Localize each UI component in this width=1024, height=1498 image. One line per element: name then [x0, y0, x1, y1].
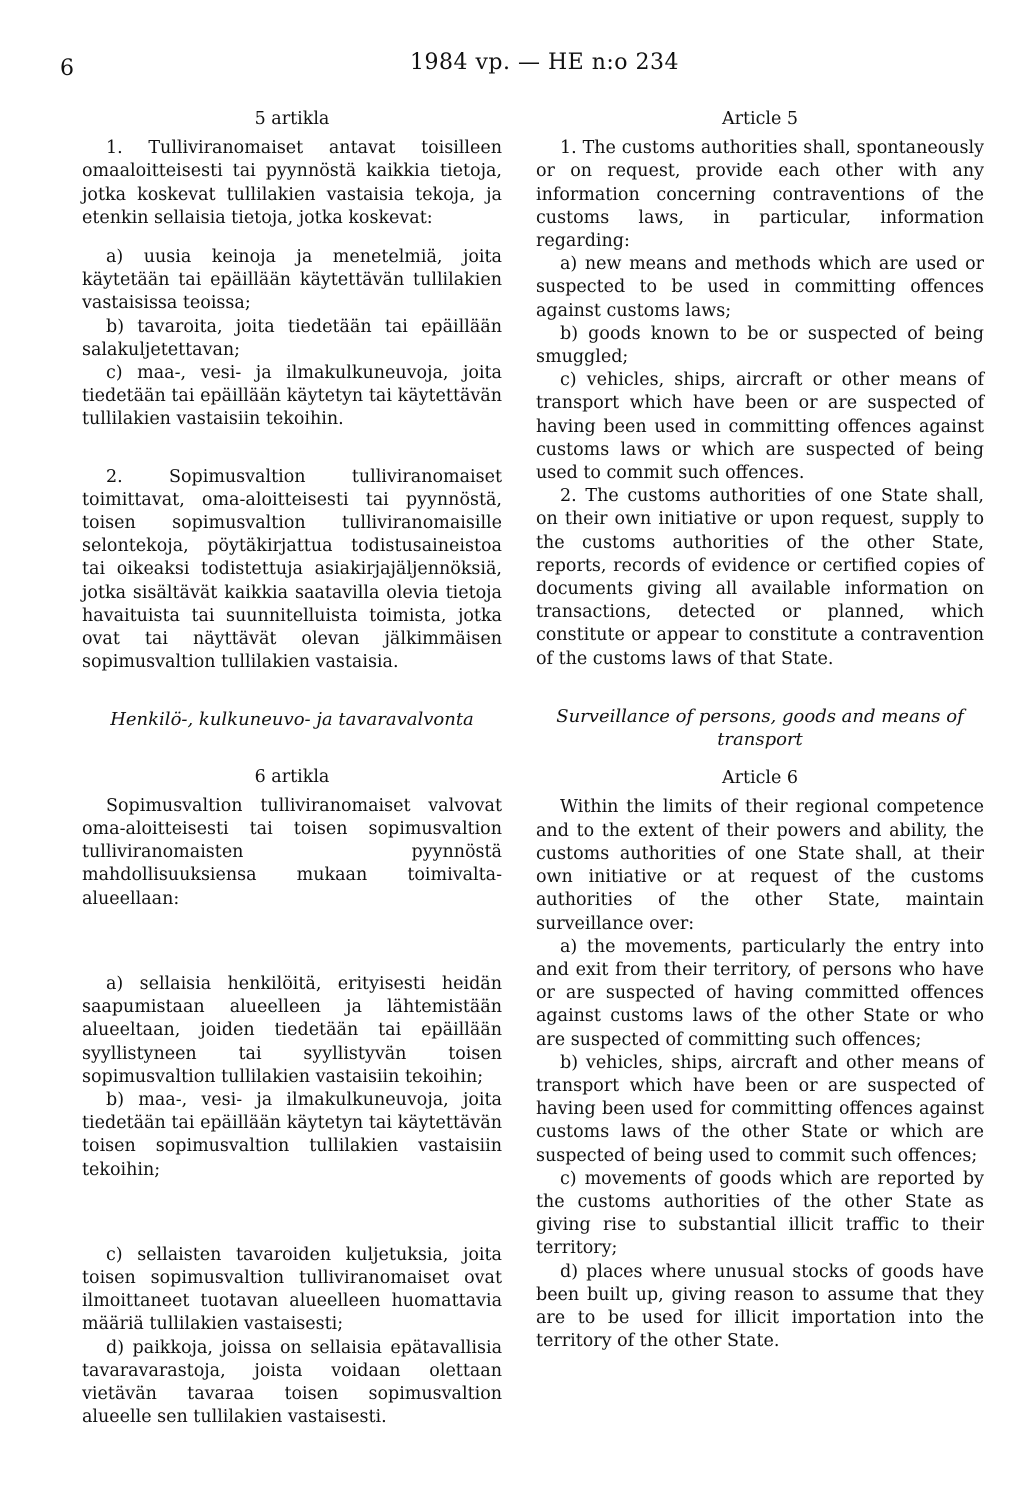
running-head: 1984 vp. — HE n:o 234 [410, 50, 680, 75]
fi-article-5-item-c: c) maa-, vesi- ja ilmakulkuneuvoja, joita tiedetään tai epäillään käytetyn tai käytettävän tullilakien vastaisiin tekoihin. [82, 363, 502, 430]
fi-article-6-item-a: a) sellaisia henkilöitä, erityisesti heidän saapumistaan alueelleen ja lähtemistään alueeltaan, joiden tiedetään tai epäillään syyllistyneen tai syyllistyvän toisen sopimusvaltion tullilakien vastaisiin tekoihin; [82, 973, 502, 1087]
en-article-6-item-a: a) the movements, particularly the entry into and exit from their territory, of persons who have or are suspected of having committed offences against customs laws of the other State or who are suspected of committing such offences; [536, 936, 984, 1050]
en-article-6-intro: Within the limits of their regional competence and to the extent of their powers and ability, the customs authorities of one State shall, at their own initiative or at request of the customs authorities of the other State, maintain surveillance over: [536, 797, 984, 934]
en-article-6-item-b: b) vehicles, ships, aircraft and other means of transport which have been or are suspected of having been used for committing offences against customs laws of the other State or which are suspected of being used to commit such offences; [536, 1052, 984, 1166]
fi-article-5-item-b: b) tavaroita, joita tiedetään tai epäillään salakuljetettavan; [82, 316, 502, 360]
en-article-5-item-a: a) new means and methods which are used or suspected to be used in committing offences against customs laws; [536, 254, 984, 321]
english-column [536, 108, 984, 1353]
en-article-6-item-c: c) movements of goods which are reported by the customs authorities of the other State as giving rise to substantial illicit traffic to their territory; [536, 1168, 984, 1259]
en-article-5-item-c: c) vehicles, ships, aircraft or other means of transport which have been or are suspected of having been used in committing offences against customs laws or which are suspected of being used to commit such offences. [536, 370, 984, 484]
en-article-5-paragraph-2: 2. The customs authorities of one State shall, on their own initiative or upon request, supply to the customs authorities of the other State, reports, records of evidence or certified copies of documents giving all available information on transactions, detected or planned, which constitute or appear to constitute a contravention of the customs laws of that State. [536, 486, 984, 669]
fi-article-5-heading: 5 artikla [254, 109, 330, 129]
en-section-title: Surveillance of persons, goods and means of transport [556, 705, 964, 751]
en-article-5-item-b: b) goods known to be or suspected of being smuggled; [536, 323, 984, 368]
fi-article-5-paragraph-1: 1. Tulliviranomaiset antavat toisilleen omaaloitteisesti tai pyynnöstä kaikkia tietoja, jotka koskevat tullilakien vastaisia tekoja, ja etenkin sellaisia tietoja, jotka koskevat: [82, 138, 502, 228]
fi-article-6-item-d: d) paikkoja, joissa on sellaisia epätavallisia tavaravarastoja, joista voidaan olettaan vietävän tavaraa toisen sopimusvaltion alueelle sen tullilakien vastaisesti. [82, 1337, 502, 1428]
en-article-6-item-d: d) places where unusual stocks of goods have been built up, giving reason to assume that they are to be used for illicit importation into the territory of the other State. [536, 1261, 984, 1352]
page-number: 6 [60, 56, 74, 81]
fi-article-6-heading: 6 artikla [254, 766, 330, 787]
fi-article-6-item-c: c) sellaisten tavaroiden kuljetuksia, joita toisen sopimusvaltion tulliviranomaiset ovat ilmoittaneet tuotavan alueelleen huomattavia määriä tullilakien vastaisesti; [82, 1244, 502, 1335]
fi-article-5-item-a: a) uusia keinoja ja menetelmiä, joita käytetään tai epäillään käytettävän tullilakien vastaisissa teoissa; [82, 247, 502, 314]
fi-article-6-item-b: b) maa-, vesi- ja ilmakulkuneuvoja, joita tiedetään tai epäillään käytetyn tai käytettävän toisen sopimusvaltion tullilakien vastaisiin tekoihin; [82, 1089, 502, 1180]
fi-article-6-intro: Sopimusvaltion tulliviranomaiset valvovat oma-aloitteisesti tai toisen sopimusvaltion tulliviranomaisten pyynnöstä mahdollisuuksiensa mukaan toimivalta-alueellaan: [82, 795, 502, 909]
finnish-column [82, 108, 502, 1429]
fi-article-5-paragraph-2: 2. Sopimusvaltion tulliviranomaiset toimittavat, oma-aloitteisesti tai pyynnöstä, toisen sopimusvaltion tulliviranomaisille selontekoja, pöytäkirjattua todistusaineistoa tai oikeaksi todistettuja asiakirjajäljennöksiä, jotka sisältävät kaikkia saatavilla olevia tietoja havaituista tai suunnitelluista toimista, jotka ovat tai näyttävät olevan jälkimmäisen sopimusvaltion tullilakien vastaisia. [82, 466, 502, 673]
fi-section-title: Henkilö-, kulkuneuvo- ja tavaravalvonta [110, 709, 474, 731]
en-article-5-paragraph-1: 1. The customs authorities shall, spontaneously or on request, provide each other with any information concerning contraventions of the customs laws, in particular, information regarding: [536, 138, 984, 252]
en-article-6-heading: Article 6 [721, 768, 799, 789]
en-article-5-heading: Article 5 [721, 109, 799, 129]
